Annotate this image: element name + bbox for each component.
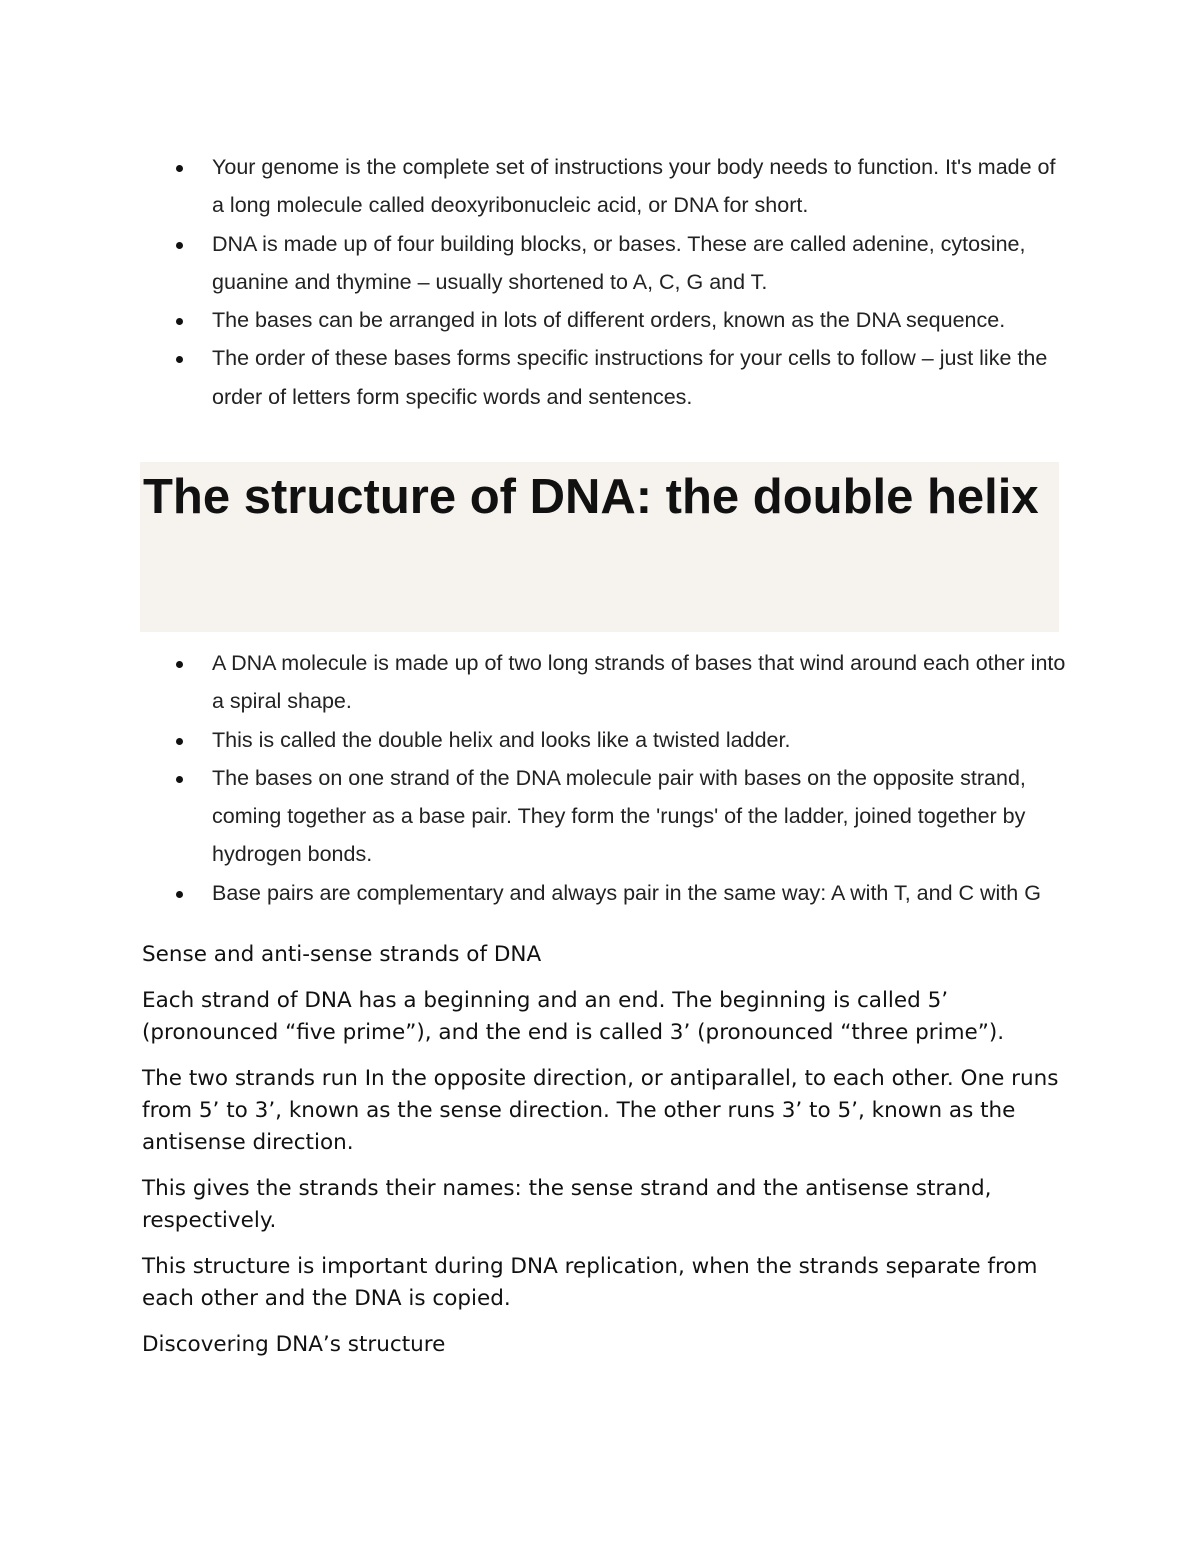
heading-banner (140, 462, 1059, 632)
subheading-discovering: Discovering DNA’s structure (142, 1332, 446, 1357)
intro-bullet-list (142, 148, 1072, 416)
list-item-text: The bases can be arranged in lots of different orders, known as the DNA sequence. (212, 308, 1006, 333)
list-item-text: The order of these bases forms specific instructions for your cells to follow – just like the order of letters form specific words and sentences. (212, 346, 1048, 409)
list-item (142, 225, 1072, 302)
subheading-sense-antisense: Sense and anti-sense strands of DNA (142, 942, 542, 967)
bullet-icon (176, 242, 183, 249)
bullet-icon (176, 738, 183, 745)
bullet-icon (176, 165, 183, 172)
bullet-icon (176, 318, 183, 325)
list-item-text: DNA is made up of four building blocks, or bases. These are called adenine, cytosine, guanine and thymine – usually shortened to A, C, G and T. (212, 231, 1026, 294)
bullet-icon (176, 661, 183, 668)
list-item-text: Your genome is the complete set of instructions your body needs to function. It's made of a long molecule called deoxyribonucleic acid, or DNA for short. (212, 155, 1056, 218)
list-item-text: The bases on one strand of the DNA molecule pair with bases on the opposite strand, coming together as a base pair. They form the 'rungs' of the ladder, joined together by hydrogen bonds. (212, 765, 1026, 867)
paragraph: Each strand of DNA has a beginning and an end. The beginning is called 5’ (pronounced “five prime”), and the end is called 3’ (pronounced “three prime”). (142, 988, 1005, 1045)
list-item (142, 644, 1072, 721)
list-item (142, 721, 1072, 759)
bullet-icon (176, 891, 183, 898)
structure-bullet-list (142, 644, 1072, 912)
bullet-icon (176, 356, 183, 363)
list-item (142, 301, 1072, 339)
bullet-icon (176, 776, 183, 783)
list-item (142, 148, 1072, 225)
list-item (142, 759, 1072, 874)
section-heading: The structure of DNA: the double helix (143, 470, 1039, 524)
paragraph: This structure is important during DNA replication, when the strands separate from each other and the DNA is copied. (142, 1254, 1038, 1311)
list-item-text: A DNA molecule is made up of two long strands of bases that wind around each other into a spiral shape. (212, 651, 1066, 714)
list-item (142, 874, 1072, 912)
sense-antisense-section (142, 939, 1072, 1375)
list-item (142, 339, 1072, 416)
paragraph: This gives the strands their names: the sense strand and the antisense strand, respectively. (142, 1176, 992, 1233)
list-item-text: This is called the double helix and looks like a twisted ladder. (212, 727, 791, 752)
paragraph: The two strands run In the opposite direction, or antiparallel, to each other. One runs from 5’ to 3’, known as the sense direction. The other runs 3’ to 5’, known as the antisense direction. (142, 1066, 1059, 1155)
list-item-text: Base pairs are complementary and always pair in the same way: A with T, and C with G (212, 880, 1041, 905)
